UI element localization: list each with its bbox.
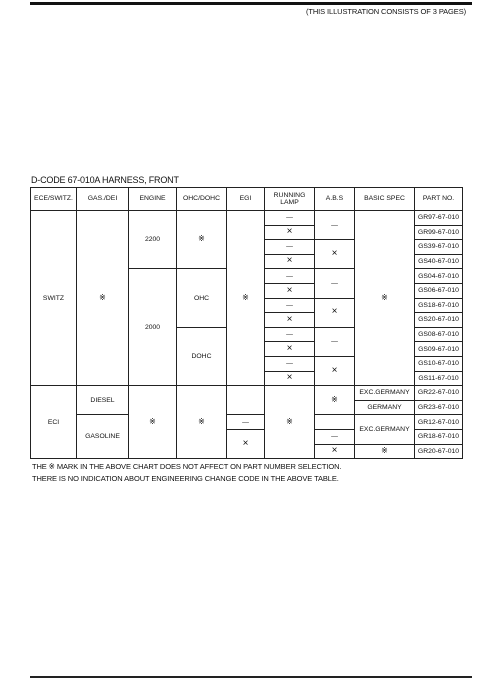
cell-diesel: DIESEL [77, 386, 129, 415]
cell-lamp-yes: × [265, 283, 315, 298]
part-number: GS09-67-010 [415, 342, 463, 357]
cell-egi-yes: × [227, 429, 265, 458]
cell-engine-mark: ※ [129, 386, 177, 459]
table-row [31, 415, 463, 430]
cell-ohc-dohc-mark: ※ [177, 386, 227, 459]
part-number: GR99-67-010 [415, 225, 463, 240]
cell-switz: SWITZ [31, 211, 77, 386]
cell-lamp-yes: × [265, 313, 315, 328]
cell-lamp-no: — [265, 211, 315, 226]
cell-dohc: DOHC [177, 327, 227, 385]
part-number: GR97-67-010 [415, 211, 463, 226]
cell-lamp-yes: × [265, 254, 315, 269]
part-number: GS20-67-010 [415, 313, 463, 328]
col-header-engine: ENGINE [129, 188, 177, 211]
code-title: D-CODE 67-010A HARNESS, FRONT [31, 175, 179, 185]
part-number: GS11-67-010 [415, 371, 463, 386]
cell-spec-exc-germany: EXC.GERMANY [355, 415, 415, 444]
footnote-mark: THE ※ MARK IN THE ABOVE CHART DOES NOT AFFECT ON PART NUMBER SELECTION. [32, 462, 342, 471]
cell-lamp-yes: × [265, 371, 315, 386]
cell-lamp-mark: ※ [265, 386, 315, 459]
cell-spec-exc-germany: EXC.GERMANY [355, 386, 415, 401]
part-number: GS40-67-010 [415, 254, 463, 269]
cell-abs-no: — [315, 211, 355, 240]
bottom-rule [30, 676, 472, 678]
cell-abs-no: — [315, 429, 355, 444]
cell-ohc-mark: ※ [177, 211, 227, 269]
col-header-basic-spec: BASIC SPEC [355, 188, 415, 211]
cell-lamp-no: — [265, 269, 315, 284]
cell-abs-yes: × [315, 356, 355, 385]
col-header-running-lamp: RUNNING LAMP [265, 188, 315, 211]
part-number: GS06-67-010 [415, 283, 463, 298]
cell-lamp-yes: × [265, 225, 315, 240]
table-row [31, 211, 463, 226]
cell-abs-empty [315, 415, 355, 430]
table-header-row [31, 188, 463, 211]
cell-lamp-no: — [265, 327, 315, 342]
cell-abs-mark: ※ [315, 386, 355, 415]
harness-parts-table [30, 187, 463, 459]
footnote-change-code: THERE IS NO INDICATION ABOUT ENGINEERING CHANGE CODE IN THE ABOVE TABLE. [32, 474, 339, 483]
col-header-egi: EGI [227, 188, 265, 211]
cell-abs-yes: × [315, 444, 355, 459]
part-number: GS08-67-010 [415, 327, 463, 342]
part-number: GR22-67-010 [415, 386, 463, 401]
cell-engine-2200: 2200 [129, 211, 177, 269]
part-number: GS18-67-010 [415, 298, 463, 313]
col-header-ohc-dohc: OHC/DOHC [177, 188, 227, 211]
col-header-gas-dei: GAS./DEI [77, 188, 129, 211]
top-rule [30, 2, 472, 5]
part-number: GR18-67-010 [415, 429, 463, 444]
cell-egi-empty [227, 386, 265, 415]
cell-lamp-yes: × [265, 342, 315, 357]
cell-engine-2000: 2000 [129, 269, 177, 386]
cell-gasoline: GASOLINE [77, 415, 129, 459]
part-number: GR20-67-010 [415, 444, 463, 459]
part-number: GR12-67-010 [415, 415, 463, 430]
col-header-part-no: PART NO. [415, 188, 463, 211]
cell-abs-no: — [315, 327, 355, 356]
col-header-ece-switz: ECE/SWITZ. [31, 188, 77, 211]
cell-abs-yes: × [315, 298, 355, 327]
cell-eci: ECI [31, 386, 77, 459]
part-number: GR23-67-010 [415, 400, 463, 415]
cell-ohc: OHC [177, 269, 227, 327]
cell-spec-germany: GERMANY [355, 400, 415, 415]
part-number: GS39-67-010 [415, 240, 463, 255]
cell-lamp-no: — [265, 356, 315, 371]
part-number: GS04-67-010 [415, 269, 463, 284]
cell-spec-mark: ※ [355, 211, 415, 386]
pages-note: (THIS ILLUSTRATION CONSISTS OF 3 PAGES) [305, 7, 466, 16]
cell-gas-mark: ※ [77, 211, 129, 386]
col-header-abs: A.B.S [315, 188, 355, 211]
cell-egi-no: — [227, 415, 265, 430]
cell-abs-yes: × [315, 240, 355, 269]
cell-lamp-no: — [265, 298, 315, 313]
footnotes [32, 461, 341, 485]
part-number: GS10-67-010 [415, 356, 463, 371]
cell-spec-mark: ※ [355, 444, 415, 459]
table-row [31, 386, 463, 401]
cell-abs-no: — [315, 269, 355, 298]
cell-lamp-no: — [265, 240, 315, 255]
cell-egi-mark: ※ [227, 211, 265, 386]
